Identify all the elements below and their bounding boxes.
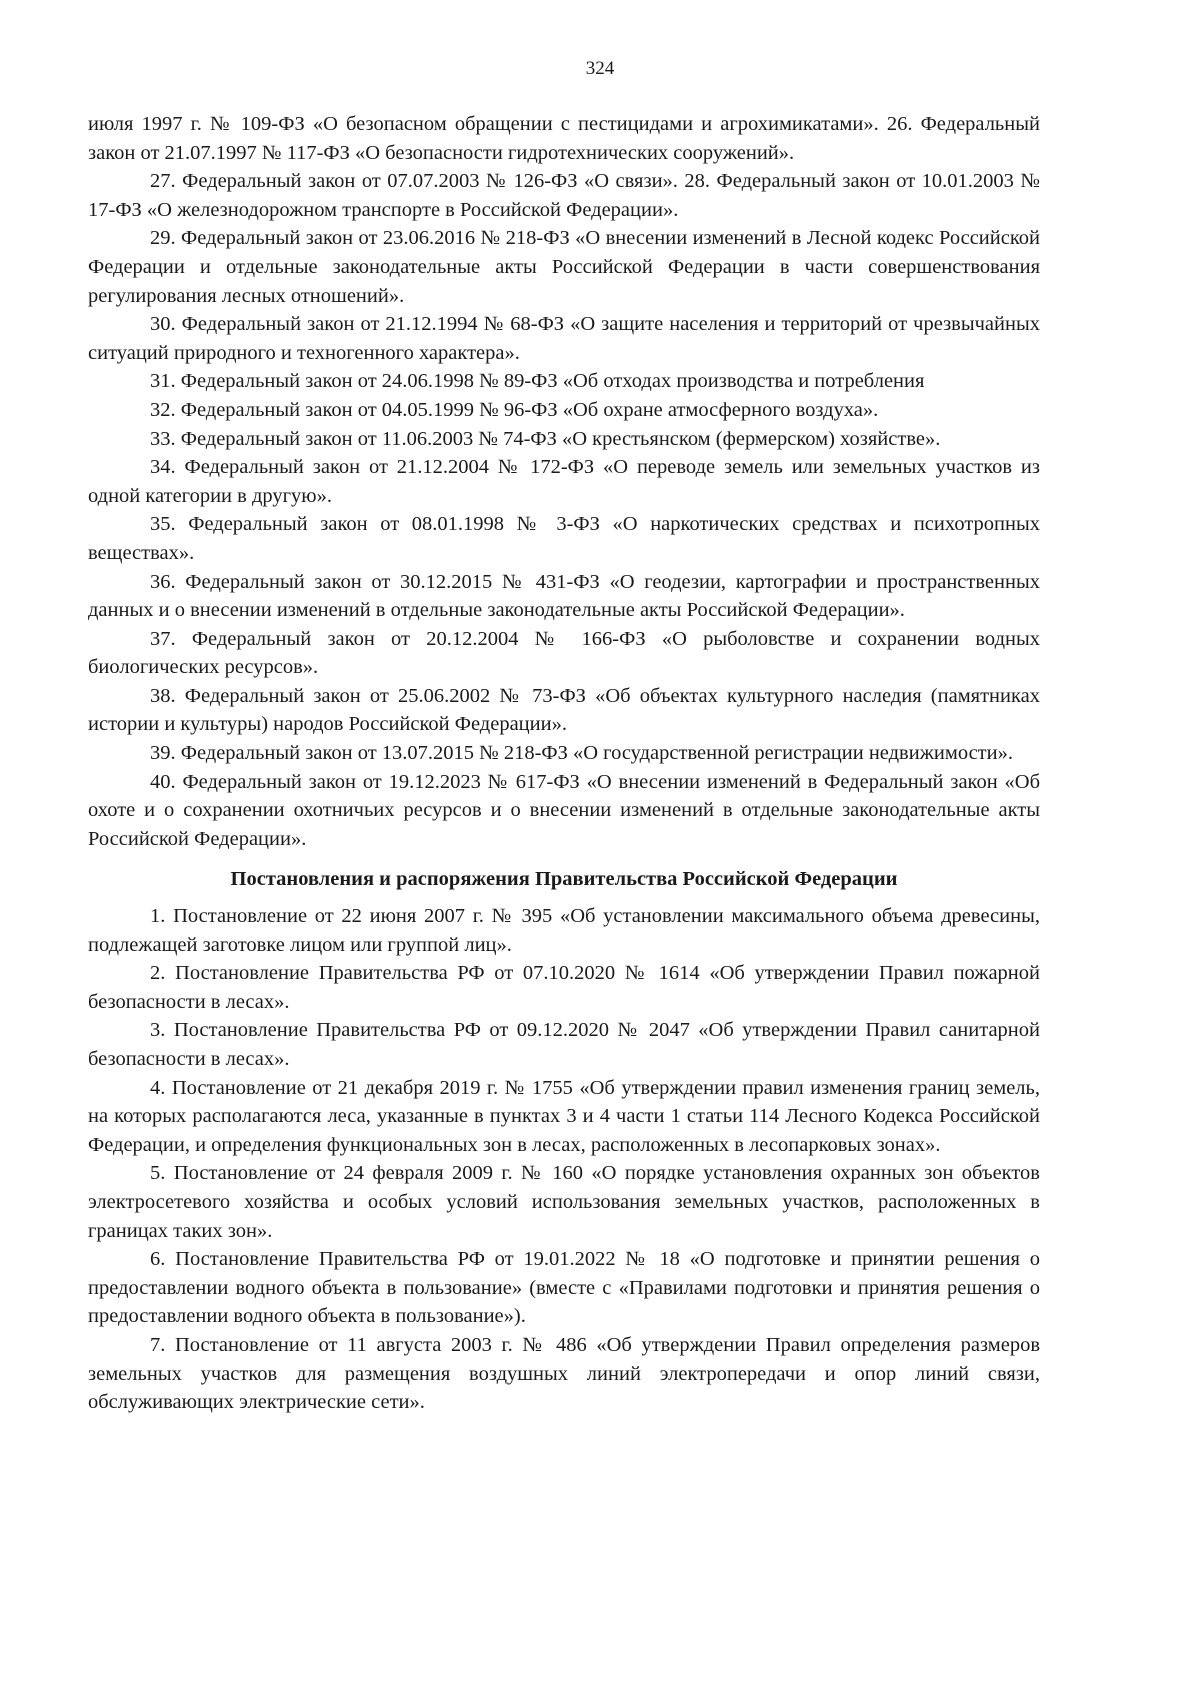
law-item: 36. Федеральный закон от 30.12.2015 № 431-ФЗ «О геодезии, картографии и пространственных данных и о внесении изменений в отдельные законодательные акты Российской Федерации».	[88, 570, 1040, 622]
law-item: 29. Федеральный закон от 23.06.2016 № 218-ФЗ «О внесении изменений в Лесной кодекс Российской Федерации и отдельные законодательные акты Российской Федерации в части совершенствования регулирования лесных отношений».	[88, 227, 1040, 307]
section-heading: Постановления и распоряжения Правительства Российской Федерации	[230, 868, 898, 891]
resolution-item: 6. Постановление Правительства РФ от 19.01.2022 № 18 «О подготовке и принятии решения о предоставлении водного объекта в пользование» (вместе с «Правилами подготовки и принятия решения о предоставлении водного объекта в пользование»).	[88, 1248, 1040, 1328]
law-item: 34. Федеральный закон от 21.12.2004 № 172-ФЗ «О переводе земель или земельных участков из одной категории в другую».	[88, 456, 1040, 507]
page-content	[88, 110, 1040, 1417]
resolution-item: 5. Постановление от 24 февраля 2009 г. № 160 «О порядке установления охранных зон объектов электросетевого хозяйства и особых условий использования земельных участков, расположенных в границах таких зон».	[88, 1162, 1040, 1242]
law-item: 37. Федеральный закон от 20.12.2004 № 166-ФЗ «О рыболовстве и сохранении водных биологических ресурсов».	[88, 627, 1040, 679]
law-item: 33. Федеральный закон от 11.06.2003 № 74-ФЗ «О крестьянском (фермерском) хозяйстве».	[150, 427, 941, 450]
resolution-item: 7. Постановление от 11 августа 2003 г. № 486 «Об утверждении Правил определения размеров земельных участков для размещения воздушных линий электропередачи и опор линий связи, обслуживающих электрические сети».	[88, 1333, 1040, 1414]
law-item: 30. Федеральный закон от 21.12.1994 № 68-ФЗ «О защите населения и территорий от чрезвычайных ситуаций природного и техногенного характера».	[88, 313, 1040, 364]
law-item: 40. Федеральный закон от 19.12.2023 № 617-ФЗ «О внесении изменений в Федеральный закон «Об охоте и о сохранении охотничьих ресурсов и о внесении изменений в отдельные законодательные акты Российской Федерации».	[88, 770, 1040, 850]
law-item: 27. Федеральный закон от 07.07.2003 № 126-ФЗ «О связи». 28. Федеральный закон от 10.01.2003 № 17-ФЗ «О железнодорожном транспорте в Российской Федерации».	[88, 170, 1040, 221]
law-item-continuation: июля 1997 г. № 109-ФЗ «О безопасном обращении с пестицидами и агрохимикатами». 26. Федеральный закон от 21.07.1997 № 117-ФЗ «О безопасности гидротехнических сооружений».	[88, 113, 1040, 164]
resolution-item: 4. Постановление от 21 декабря 2019 г. № 1755 «Об утверждении правил изменения границ земель, на которых располагаются леса, указанные в пунктах 3 и 4 части 1 статьи 114 Лесного Кодекса Российской Федерации, и определения функциональных зон в лесах, расположенных в лесопарковых зонах».	[88, 1076, 1040, 1156]
law-item: 31. Федеральный закон от 24.06.1998 № 89-ФЗ «Об отходах производства и потребления	[150, 370, 925, 393]
law-item: 39. Федеральный закон от 13.07.2015 № 218-ФЗ «О государственной регистрации недвижимости».	[150, 742, 1013, 765]
resolution-item: 3. Постановление Правительства РФ от 09.12.2020 № 2047 «Об утверждении Правил санитарной безопасности в лесах».	[88, 1019, 1040, 1070]
law-item: 32. Федеральный закон от 04.05.1999 № 96-ФЗ «Об охране атмосферного воздуха».	[150, 398, 879, 421]
law-item: 35. Федеральный закон от 08.01.1998 № 3-ФЗ «О наркотических средствах и психотропных веществах».	[88, 513, 1040, 564]
law-item: 38. Федеральный закон от 25.06.2002 № 73-ФЗ «Об объектах культурного наследия (памятниках истории и культуры) народов Российской Федерации».	[88, 684, 1040, 736]
resolution-item: 1. Постановление от 22 июня 2007 г. № 395 «Об установлении максимального объема древесины, подлежащей заготовке лицом или группой лиц».	[88, 905, 1040, 956]
page-number: 324	[585, 58, 615, 79]
resolution-item: 2. Постановление Правительства РФ от 07.10.2020 № 1614 «Об утверждении Правил пожарной безопасности в лесах».	[88, 962, 1040, 1013]
